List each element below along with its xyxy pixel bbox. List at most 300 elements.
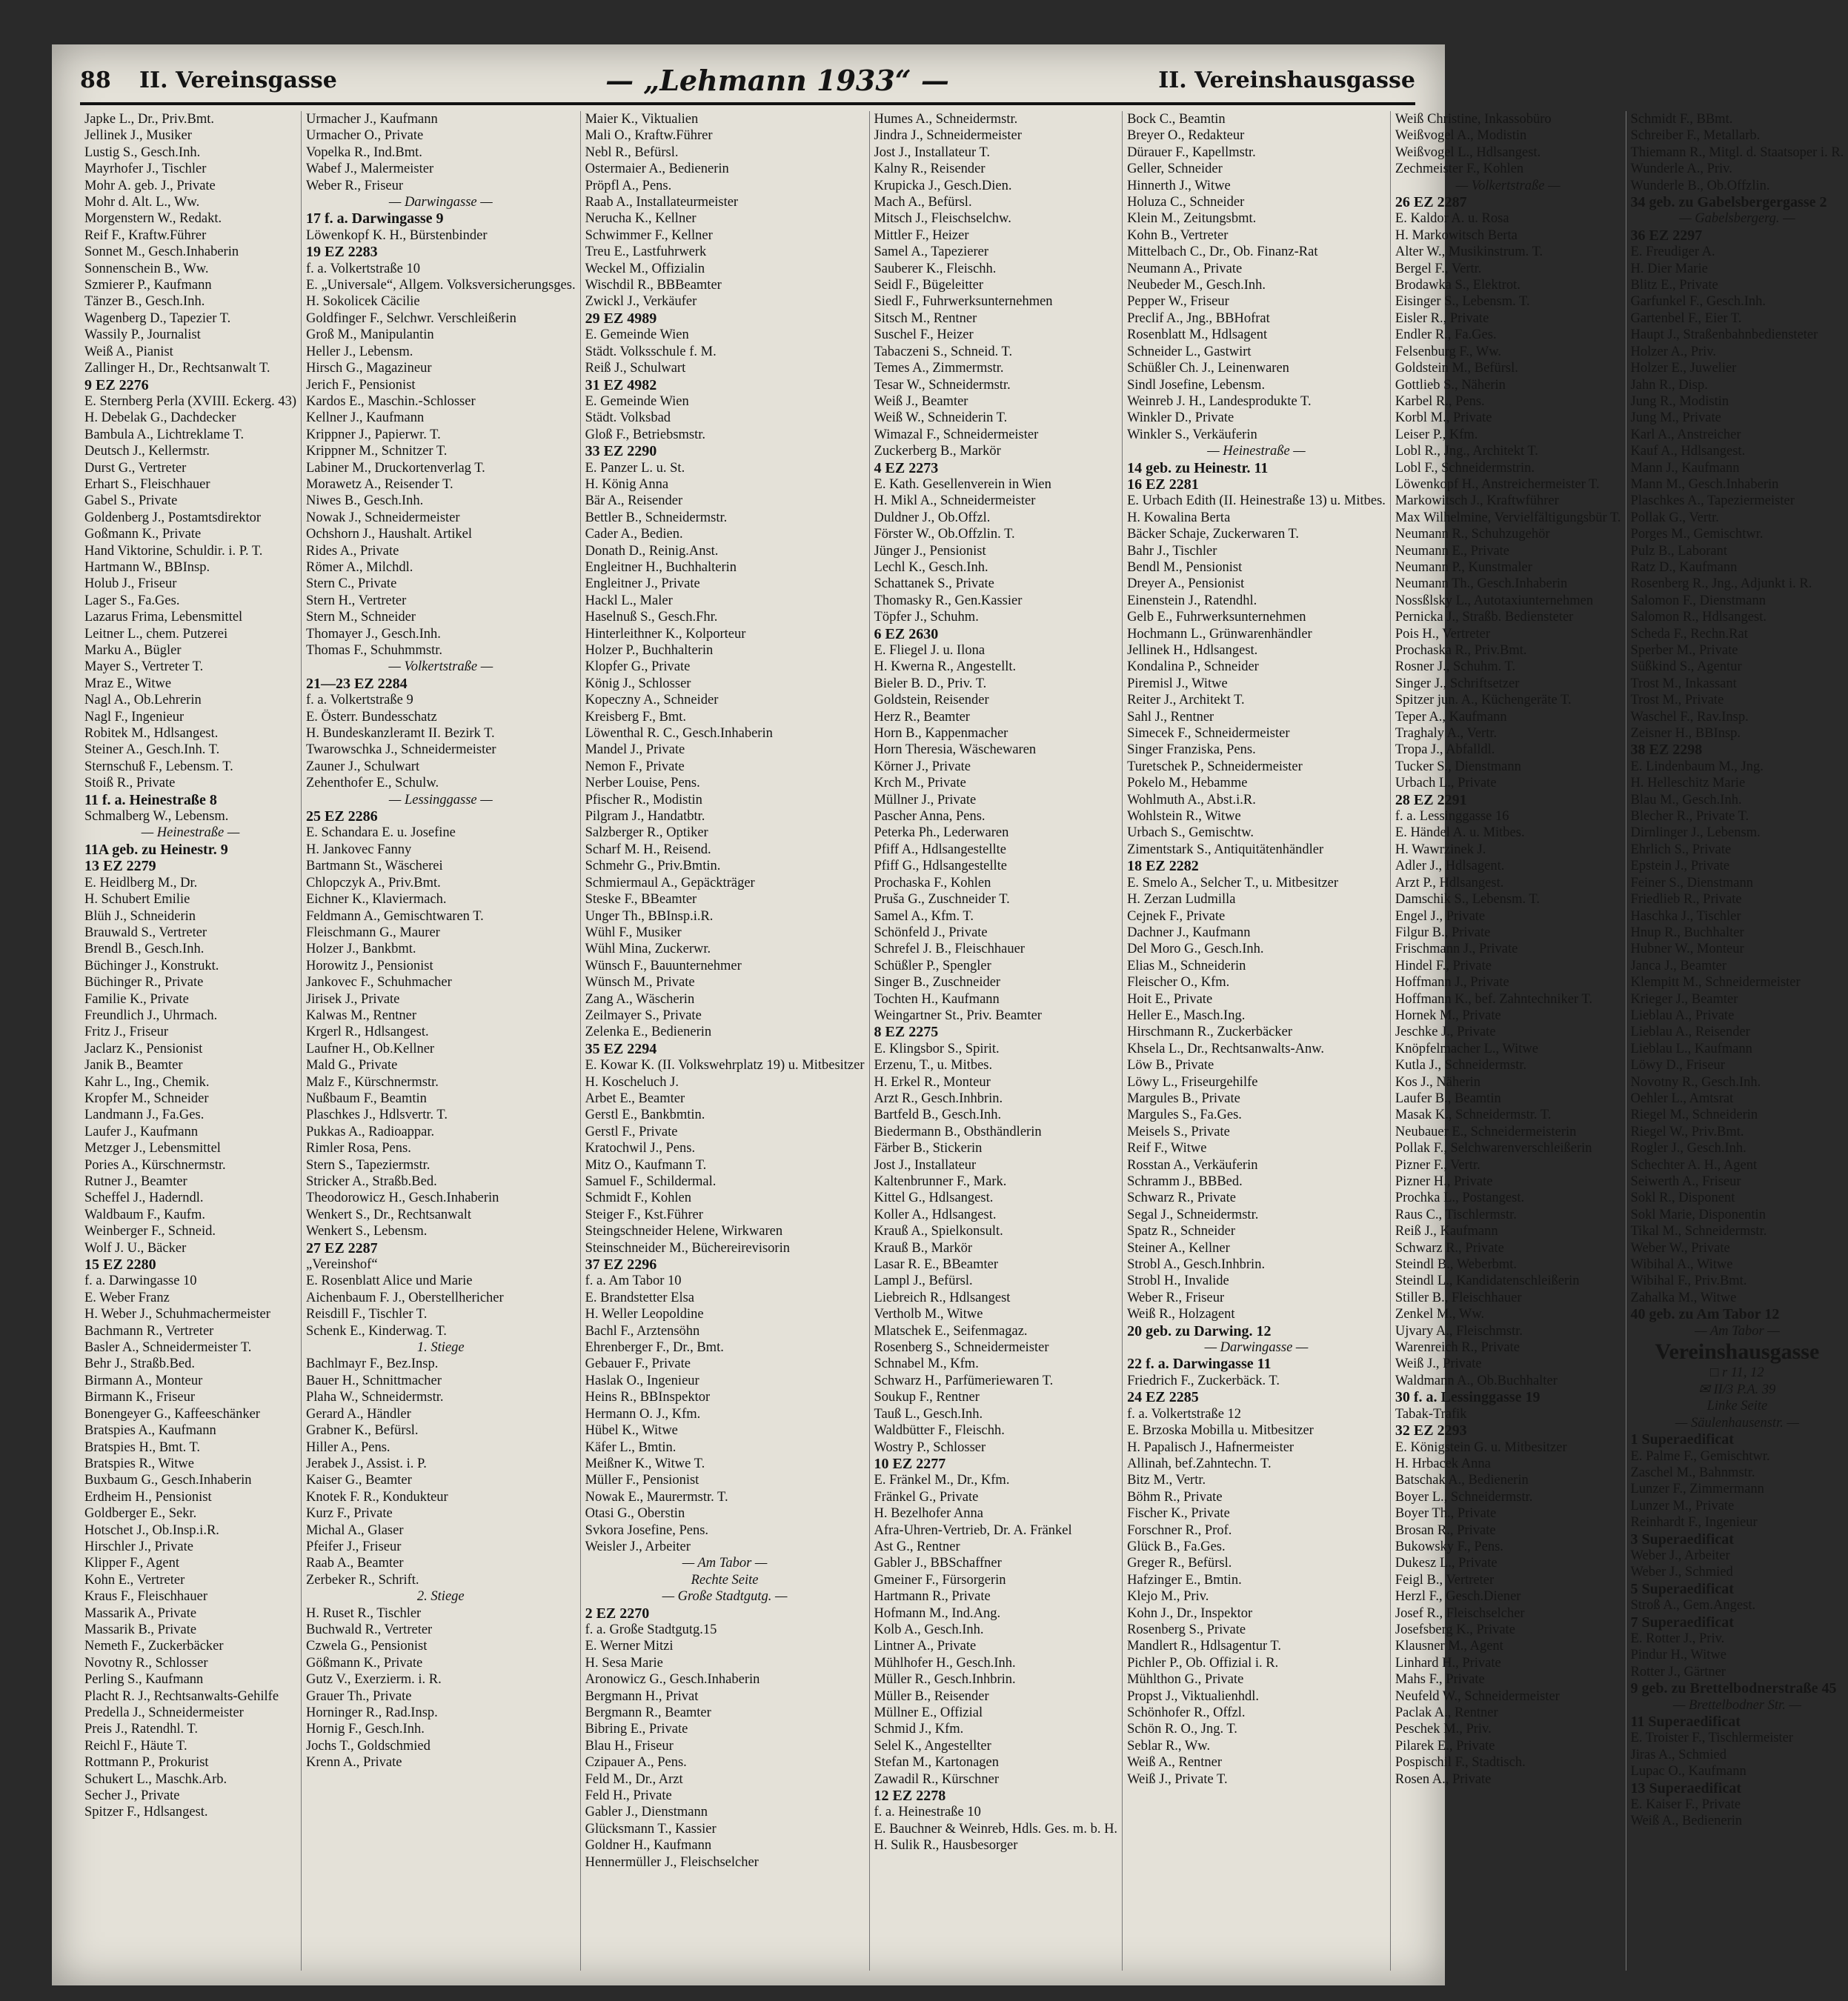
resident-entry: Goßmann K., Private xyxy=(84,527,202,542)
resident-entry: Wenkert S., Lebensm. xyxy=(305,1224,428,1239)
resident-entry: Karbel R., Pens. xyxy=(1395,393,1485,409)
resident-entry: Schechter A. H., Agent xyxy=(1630,1157,1758,1173)
resident-entry: Hennermüller J., Fleischselcher xyxy=(585,1854,759,1870)
resident-entry: Thomasky R., Gen.Kassier xyxy=(874,593,1023,608)
resident-entry: Placht R. J., Rechtsanwalts-Gehilfe xyxy=(84,1688,279,1704)
resident-entry: Schönfeld J., Private xyxy=(874,925,988,940)
resident-entry: Forschner R., Prof. xyxy=(1127,1522,1232,1538)
resident-entry: Mali O., Kraftw.Führer xyxy=(585,128,713,144)
resident-entry: Eisinger S., Lebensm. T. xyxy=(1395,294,1530,310)
resident-entry: Urbach L., Private xyxy=(1395,776,1497,791)
resident-entry: Laufer J., Kaufmann xyxy=(84,1124,199,1139)
resident-entry: H. Debelak G., Dachdecker xyxy=(84,410,236,426)
resident-entry: Bibring E., Private xyxy=(585,1722,688,1737)
resident-entry: Städt. Volksschule f. M. xyxy=(585,344,717,359)
resident-entry: Pruša G., Zuschneider T. xyxy=(874,892,1010,908)
resident-entry: Nußbaum F., Beamtin xyxy=(305,1091,427,1106)
resident-entry: Steiger F., Kst.Führer xyxy=(585,1207,703,1222)
resident-entry: Bukowsky F., Pens. xyxy=(1395,1539,1503,1554)
resident-entry: Zahalka M., Witwe xyxy=(1630,1290,1737,1305)
house-number-heading: 7 Superaedificat xyxy=(1630,1614,1734,1631)
resident-entry: Thiemann R., Mitgl. d. Staatsoper i. R. xyxy=(1630,144,1844,160)
resident-entry: Korbl M., Private xyxy=(1395,410,1492,426)
resident-entry: Fischer K., Private xyxy=(1127,1506,1230,1522)
resident-entry: Waldbaum F., Kaufm. xyxy=(84,1207,205,1222)
resident-entry: Klejo M., Priv. xyxy=(1127,1589,1209,1605)
resident-entry: H. Bezelhofer Anna xyxy=(874,1506,983,1522)
resident-entry: Bratspies R., Witwe xyxy=(84,1456,194,1471)
resident-entry: Reiter J., Architekt T. xyxy=(1127,693,1245,708)
resident-entry: Kaltenbrunner F., Mark. xyxy=(874,1174,1007,1189)
directory-columns xyxy=(80,111,1844,1971)
resident-entry: Jahn R., Disp. xyxy=(1630,377,1708,393)
resident-entry: Weber W., Private xyxy=(1630,1240,1730,1256)
resident-entry: Ujvary A., Fleischmstr. xyxy=(1395,1323,1523,1339)
resident-entry: Svkora Josefine, Pens. xyxy=(585,1522,709,1538)
resident-entry: Schnabel M., Kfm. xyxy=(874,1356,979,1372)
resident-entry: Damschik S., Lebensm. T. xyxy=(1395,892,1540,908)
resident-entry: Löwenkopf K. H., Bürstenbinder xyxy=(305,227,488,243)
resident-entry: Holzer A., Priv. xyxy=(1630,344,1716,359)
resident-entry: Bartmann St., Wäscherei xyxy=(305,859,443,874)
resident-entry: Weißvogel A., Modistin xyxy=(1395,128,1527,144)
resident-entry: Dürauer F., Kapellmstr. xyxy=(1127,144,1256,160)
resident-entry: Samel A., Tapezierer xyxy=(874,244,989,260)
resident-entry: Hochmann L., Grünwarenhändler xyxy=(1127,626,1312,642)
resident-entry: Szmierer P., Kaufmann xyxy=(84,278,212,293)
resident-entry: Töpfer J., Schuhm. xyxy=(874,610,979,625)
resident-entry: Lampl J., Befürsl. xyxy=(874,1273,973,1289)
resident-entry: Rosstan A., Verkäuferin xyxy=(1127,1157,1258,1173)
resident-entry: Chlopczyk A., Priv.Bmt. xyxy=(305,875,441,890)
resident-entry: Horowitz J., Pensionist xyxy=(305,958,433,973)
resident-entry: Suschel F., Heizer xyxy=(874,327,974,343)
resident-entry: Waldmann A., Ob.Buchhalter xyxy=(1395,1373,1558,1388)
resident-entry: Wünsch M., Private xyxy=(585,975,695,990)
resident-entry: Masak K., Schneidermstr. T. xyxy=(1395,1108,1552,1123)
resident-entry: Pröpfl A., Pens. xyxy=(585,178,672,193)
resident-entry: Lechl K., Gesch.Inh. xyxy=(874,559,988,575)
resident-entry: Pollak F., Selchwarenverschleißerin xyxy=(1395,1141,1592,1156)
resident-entry: Tucker S., Dienstmann xyxy=(1395,759,1521,774)
house-number-heading: 16 EZ 2281 xyxy=(1127,476,1199,493)
resident-entry: Seiwerth A., Friseur xyxy=(1630,1174,1741,1189)
house-number-heading: 9 EZ 2276 xyxy=(84,376,149,393)
resident-entry: H. Schubert Emilie xyxy=(84,892,190,908)
resident-entry: Arzt P., Hdlsangest. xyxy=(1395,875,1504,890)
resident-entry: Jerich F., Pensionist xyxy=(305,377,416,393)
resident-entry: Brauwald S., Vertreter xyxy=(84,925,207,940)
resident-entry: Wenkert S., Dr., Rechtsanwalt xyxy=(305,1207,472,1222)
resident-entry: Müllner E., Offizial xyxy=(874,1705,983,1720)
directory-page xyxy=(52,44,1844,1985)
resident-entry: Weber J., Schmied xyxy=(1630,1565,1733,1580)
resident-entry: Weber R., Friseur xyxy=(305,178,404,193)
resident-entry: Mandlert R., Hdlsagentur T. xyxy=(1127,1639,1281,1654)
resident-entry: Wimazal F., Schneidermeister xyxy=(874,427,1039,442)
house-number-heading: 6 EZ 2630 xyxy=(874,625,939,642)
resident-entry: Jirisek J., Private xyxy=(305,991,400,1007)
resident-entry: Zwickl J., Verkäufer xyxy=(585,294,697,310)
house-number-heading: 18 EZ 2282 xyxy=(1127,858,1199,875)
resident-entry: Basler A., Schneidermeister T. xyxy=(84,1340,252,1356)
resident-entry: Schneider L., Gastwirt xyxy=(1127,344,1252,359)
resident-entry: Simecek F., Schneidermeister xyxy=(1127,726,1290,742)
section-heading: — Heinestraße — xyxy=(1207,444,1306,459)
resident-entry: Weiß W., Schneiderin T. xyxy=(874,410,1008,426)
resident-entry: Elias M., Schneiderin xyxy=(1127,958,1246,973)
resident-entry: Knöpfelmacher L., Witwe xyxy=(1395,1041,1538,1056)
resident-entry: Buchwald R., Vertreter xyxy=(305,1622,433,1637)
resident-entry: Knotek F. R., Kondukteur xyxy=(305,1489,448,1505)
resident-entry: Zeisner H., BBInsp. xyxy=(1630,726,1741,742)
house-number-heading: 28 EZ 2291 xyxy=(1395,791,1467,808)
resident-entry: E. Österr. Bundesschatz xyxy=(305,709,437,725)
section-heading: 2. Stiege xyxy=(416,1589,465,1605)
house-number-heading: 10 EZ 2277 xyxy=(874,1455,946,1472)
resident-entry: Gerstl E., Bankbmtin. xyxy=(585,1108,705,1123)
resident-entry: Rosenberg S., Private xyxy=(1127,1622,1246,1637)
resident-entry: Lintner A., Private xyxy=(874,1639,977,1654)
resident-entry: Weiß A., Pianist xyxy=(84,344,173,359)
resident-entry: Wohlmuth A., Abst.i.R. xyxy=(1127,792,1256,808)
resident-entry: Trost M., Private xyxy=(1630,693,1724,708)
resident-entry: Jung R., Modistin xyxy=(1630,393,1729,409)
resident-entry: Soukup F., Rentner xyxy=(874,1390,980,1405)
resident-entry: Zeilmayer S., Private xyxy=(585,1008,702,1023)
resident-entry: Reiß J., Schulwart xyxy=(585,361,686,376)
resident-entry: Lupac O., Kaufmann xyxy=(1630,1764,1746,1779)
house-number-heading: 36 EZ 2297 xyxy=(1630,227,1703,244)
resident-entry: Wibihal A., Witwe xyxy=(1630,1257,1733,1273)
resident-entry: H. Sesa Marie xyxy=(585,1655,663,1671)
resident-entry: Czipauer A., Pens. xyxy=(585,1755,687,1771)
resident-entry: Gerstl F., Private xyxy=(585,1124,678,1139)
resident-entry: Metzger J., Lebensmittel xyxy=(84,1141,221,1156)
resident-entry: Afra-Uhren-Vertrieb, Dr. A. Fränkel xyxy=(874,1522,1072,1538)
resident-entry: Traghaly A., Vertr. xyxy=(1395,726,1498,742)
resident-entry: Reiß J., Kaufmann xyxy=(1395,1224,1498,1239)
resident-entry: E. Kowar K. (II. Volkswehrplatz 19) u. Mitbesitzer xyxy=(585,1058,865,1073)
resident-entry: Eichner K., Klaviermach. xyxy=(305,892,447,908)
resident-entry: Städt. Volksbad xyxy=(585,410,671,426)
resident-entry: Samuel F., Schildermal. xyxy=(585,1174,717,1189)
resident-entry: Unger Th., BBInsp.i.R. xyxy=(585,908,714,924)
resident-entry: Wagenberg D., Tapezier T. xyxy=(84,310,231,326)
resident-entry: Familie K., Private xyxy=(84,991,189,1007)
resident-entry: Hartmann W., BBInsp. xyxy=(84,559,210,575)
resident-entry: Steindl L., Kandidatenschleißerin xyxy=(1395,1273,1580,1289)
resident-entry: Novotny R., Gesch.Inh. xyxy=(1630,1074,1761,1090)
resident-entry: Predella J., Schneidermeister xyxy=(84,1705,244,1720)
resident-entry: Janik B., Beamter xyxy=(84,1058,183,1073)
resident-entry: Tabak-Trafik xyxy=(1395,1406,1467,1422)
resident-entry: Körner J., Private xyxy=(874,759,971,774)
resident-entry: Wibihal F., Priv.Bmt. xyxy=(1630,1273,1747,1289)
resident-entry: E. „Universale“, Allgem. Volksversicherungsges. xyxy=(305,278,576,293)
resident-entry: Glücksmann T., Kassier xyxy=(585,1821,717,1837)
resident-entry: Rimler Rosa, Pens. xyxy=(305,1141,411,1156)
resident-entry: Schmehr G., Priv.Bmtin. xyxy=(585,859,721,874)
resident-entry: Pulz B., Laborant xyxy=(1630,543,1728,559)
resident-entry: Treu E., Lastfuhrwerk xyxy=(585,244,707,260)
resident-entry: Nagl A., Ob.Lehrerin xyxy=(84,693,202,708)
resident-entry: Krauß B., Markör xyxy=(874,1240,973,1256)
resident-entry: Nowak E., Maurermstr. T. xyxy=(585,1489,728,1505)
resident-entry: Grauer Th., Private xyxy=(305,1688,412,1704)
resident-entry: Prochka L., Postangest. xyxy=(1395,1191,1525,1206)
resident-entry: Ratz D., Kaufmann xyxy=(1630,559,1738,575)
resident-entry: Massarik A., Private xyxy=(84,1605,197,1621)
resident-entry: H. Hrbacek Anna xyxy=(1395,1456,1491,1471)
resident-entry: Kardos E., Maschin.-Schlosser xyxy=(305,393,476,409)
resident-entry: Hnup R., Buchhalter xyxy=(1630,925,1744,940)
resident-entry: E. Händel A. u. Mitbes. xyxy=(1395,825,1525,841)
resident-entry: Zelenka E., Bedienerin xyxy=(585,1025,712,1040)
resident-entry: Raab A., Beamter xyxy=(305,1556,404,1571)
resident-entry: f. a. Am Tabor 10 xyxy=(585,1273,682,1289)
resident-entry: Bitz M., Vertr. xyxy=(1127,1473,1206,1488)
resident-entry: Lieblau A., Private xyxy=(1630,1008,1735,1023)
resident-entry: Bock C., Beamtin xyxy=(1127,112,1226,127)
resident-entry: Schenk E., Kinderwag. T. xyxy=(305,1323,447,1339)
resident-entry: Scharf M. H., Reisend. xyxy=(585,842,711,857)
resident-entry: Käfer L., Bmtin. xyxy=(585,1439,677,1455)
resident-entry: Holzer E., Juwelier xyxy=(1630,361,1737,376)
resident-entry: Fleischer O., Kfm. xyxy=(1127,975,1230,990)
resident-entry: Pilarek E., Private xyxy=(1395,1738,1495,1754)
resident-entry: E. Kaldor A. u. Rosa xyxy=(1395,211,1509,227)
house-number-heading: 11A geb. zu Heinestr. 9 xyxy=(84,841,228,858)
resident-entry: Nemeth F., Zuckerbäcker xyxy=(84,1639,224,1654)
resident-entry: Neubeder M., Gesch.Inh. xyxy=(1127,278,1266,293)
resident-entry: Gabler J., BBSchaffner xyxy=(874,1556,1002,1571)
resident-entry: Kohn B., Vertreter xyxy=(1127,227,1229,243)
resident-entry: Pichler P., Ob. Offizial i. R. xyxy=(1127,1655,1279,1671)
resident-entry: Pois H., Vertreter xyxy=(1395,626,1490,642)
resident-entry: Horninger R., Rad.Insp. xyxy=(305,1705,438,1720)
resident-entry: Tesar W., Schneidermstr. xyxy=(874,377,1011,393)
section-heading: — Volkertstraße — xyxy=(1455,178,1561,193)
house-number-heading: 25 EZ 2286 xyxy=(305,808,378,825)
resident-entry: Gerard A., Händler xyxy=(305,1406,411,1422)
resident-entry: Peschek M., Priv. xyxy=(1395,1722,1492,1737)
resident-entry: Kaiser G., Beamter xyxy=(305,1473,412,1488)
resident-entry: Weiß J., Beamter xyxy=(874,393,968,409)
resident-entry: Birmann A., Monteur xyxy=(84,1373,203,1388)
resident-entry: Biedermann B., Obsthändlerin xyxy=(874,1124,1042,1139)
resident-entry: Feldmann A., Gemischtwaren T. xyxy=(305,908,484,924)
resident-entry: H. Jankovec Fanny xyxy=(305,842,412,857)
resident-entry: E. Fränkel M., Dr., Kfm. xyxy=(874,1473,1010,1488)
resident-entry: Spatz R., Schneider xyxy=(1127,1224,1235,1239)
resident-entry: Aronowicz G., Gesch.Inhaberin xyxy=(585,1672,760,1688)
resident-entry: H. Mikl A., Schneidermeister xyxy=(874,493,1036,509)
house-number-heading: 21—23 EZ 2284 xyxy=(305,675,408,692)
resident-entry: f. a. Lessinggasse 16 xyxy=(1395,809,1509,825)
resident-entry: Neumann Th., Gesch.Inhaberin xyxy=(1395,576,1568,592)
resident-entry: Marku A., Bügler xyxy=(84,643,182,658)
resident-entry: Goldfinger F., Selchwr. Verschleißerin xyxy=(305,310,516,326)
resident-entry: Zerbeker R., Schrift. xyxy=(305,1572,419,1588)
resident-entry: Hofmann M., Ind.Ang. xyxy=(874,1605,1001,1621)
resident-entry: Tabaczeni S., Schneid. T. xyxy=(874,344,1013,359)
resident-entry: Vertholb M., Witwe xyxy=(874,1307,983,1322)
resident-entry: Cader A., Bedien. xyxy=(585,527,683,542)
resident-entry: Löwy L., Friseurgehilfe xyxy=(1127,1074,1258,1090)
resident-entry: Holub J., Friseur xyxy=(84,576,177,592)
resident-entry: Neubauer E., Schneidermeisterin xyxy=(1395,1124,1577,1139)
resident-entry: Warenreich R., Private xyxy=(1395,1340,1520,1356)
resident-entry: Bergmann H., Privat xyxy=(585,1688,699,1704)
resident-entry: Schönhofer R., Offzl. xyxy=(1127,1705,1246,1720)
resident-entry: Neufeld W., Schneidermeister xyxy=(1395,1688,1560,1704)
resident-entry: Kutla J., Schneidermstr. xyxy=(1395,1058,1527,1073)
resident-entry: Bachmann R., Vertreter xyxy=(84,1323,214,1339)
column-6 xyxy=(1391,111,1626,1971)
resident-entry: Herz R., Beamter xyxy=(874,709,970,725)
resident-entry: Gottlieb S., Näherin xyxy=(1395,377,1506,393)
resident-entry: Trost M., Inkassant xyxy=(1630,676,1737,691)
resident-entry: Josef R., Fleischselcher xyxy=(1395,1605,1525,1621)
resident-entry: Holzer J., Bankbmt. xyxy=(305,942,416,957)
resident-entry: Pfiff A., Hdlsangestellte xyxy=(874,842,1006,857)
resident-entry: E. Panzer L. u. St. xyxy=(585,460,685,476)
resident-entry: Schmidt F., Kohlen xyxy=(585,1191,692,1206)
resident-entry: Segal J., Schneidermstr. xyxy=(1127,1207,1259,1222)
resident-entry: Gloß F., Betriebsmstr. xyxy=(585,427,706,442)
section-heading: — Große Stadtgutg. — xyxy=(662,1589,788,1605)
section-heading: ✉ II/3 P.A. 39 xyxy=(1698,1382,1776,1397)
resident-entry: Sitsch M., Rentner xyxy=(874,310,977,326)
resident-entry: Scheda F., Rechn.Rat xyxy=(1630,626,1748,642)
resident-entry: Hoffmann K., bef. Zahntechniker T. xyxy=(1395,991,1592,1007)
section-heading: — Darwingasse — xyxy=(388,195,493,210)
resident-entry: H. Sokolicek Cäcilie xyxy=(305,294,420,310)
resident-entry: E. Werner Mitzi xyxy=(585,1639,674,1654)
resident-entry: Lunzer M., Private xyxy=(1630,1498,1735,1514)
resident-entry: Seblar R., Ww. xyxy=(1127,1738,1211,1754)
resident-entry: Morawetz A., Reisender T. xyxy=(305,476,453,492)
resident-entry: Krenn A., Private xyxy=(305,1755,402,1771)
resident-entry: Hartmann R., Private xyxy=(874,1589,991,1605)
resident-entry: Tikal M., Schneidermstr. xyxy=(1630,1224,1767,1239)
resident-entry: Steiner A., Gesch.Inh. T. xyxy=(84,742,220,758)
resident-entry: Bratspies A., Kaufmann xyxy=(84,1423,216,1439)
house-number-heading: 17 f. a. Darwingasse 9 xyxy=(305,210,444,227)
resident-entry: Horn B., Kappenmacher xyxy=(874,726,1008,742)
resident-entry: Twarowschka J., Schneidermeister xyxy=(305,742,496,758)
resident-entry: Böhm R., Private xyxy=(1127,1489,1223,1505)
resident-entry: Jünger J., Pensionist xyxy=(874,543,986,559)
resident-entry: Weber R., Friseur xyxy=(1127,1290,1225,1305)
house-number-heading: 27 EZ 2287 xyxy=(305,1239,378,1256)
resident-entry: Mahs F., Private xyxy=(1395,1672,1485,1688)
column-1 xyxy=(80,111,302,1971)
resident-entry: Holuza C., Schneider xyxy=(1127,195,1245,210)
resident-entry: Donath D., Reinig.Anst. xyxy=(585,543,719,559)
resident-entry: Weinreb J. H., Landesprodukte T. xyxy=(1127,393,1312,409)
resident-entry: Bergel F., Vertr. xyxy=(1395,261,1482,276)
resident-entry: Jerabek J., Assist. i. P. xyxy=(305,1456,427,1471)
resident-entry: Brosan R., Private xyxy=(1395,1522,1496,1538)
resident-entry: Thomas F., Schuhmmstr. xyxy=(305,643,443,658)
resident-entry: Pepper W., Friseur xyxy=(1127,294,1229,310)
resident-entry: Kurz F., Private xyxy=(305,1506,393,1522)
resident-entry: Boyer Th., Private xyxy=(1395,1506,1497,1522)
resident-entry: Mann M., Gesch.Inhaberin xyxy=(1630,476,1779,492)
resident-entry: Reisdill F., Tischler T. xyxy=(305,1307,428,1322)
resident-entry: E. Lindenbaum M., Jng. xyxy=(1630,759,1764,774)
resident-entry: Nemon F., Private xyxy=(585,759,685,774)
resident-entry: Paclak A., Rentner xyxy=(1395,1705,1498,1720)
resident-entry: Friedlieb R., Private xyxy=(1630,892,1742,908)
resident-entry: Hafzinger E., Bmtin. xyxy=(1127,1572,1242,1588)
resident-entry: Kolb A., Gesch.Inh. xyxy=(874,1622,984,1637)
resident-entry: Nowak J., Schneidermeister xyxy=(305,510,460,525)
resident-entry: Nerucha K., Kellner xyxy=(585,211,697,227)
resident-entry: E. Königstein G. u. Mitbesitzer xyxy=(1395,1439,1567,1455)
resident-entry: Labiner M., Druckortenverlag T. xyxy=(305,460,485,476)
house-number-heading: 29 EZ 4989 xyxy=(585,310,657,327)
resident-entry: Meißner K., Witwe T. xyxy=(585,1456,705,1471)
resident-entry: Riegel W., Priv.Bmt. xyxy=(1630,1124,1744,1139)
resident-entry: Jellinek J., Musiker xyxy=(84,128,192,144)
resident-entry: Samel A., Kfm. T. xyxy=(874,908,974,924)
resident-entry: E. Heidlberg M., Dr. xyxy=(84,875,198,890)
resident-entry: Pascher Anna, Pens. xyxy=(874,809,986,825)
house-number-heading: 11 Superaedificat xyxy=(1630,1714,1741,1730)
resident-entry: Rides A., Private xyxy=(305,543,399,559)
resident-entry: Stern H., Vertreter xyxy=(305,593,407,608)
resident-entry: Klopfer G., Private xyxy=(585,659,691,675)
resident-entry: Hand Viktorine, Schuldir. i. P. T. xyxy=(84,543,263,559)
resident-entry: Pfiff G., Hdlsangestellte xyxy=(874,859,1008,874)
resident-entry: Löwenthal R. C., Gesch.Inhaberin xyxy=(585,726,773,742)
resident-entry: Massarik B., Private xyxy=(84,1622,197,1637)
resident-entry: Stroß A., Gem.Angest. xyxy=(1630,1598,1756,1614)
resident-entry: Urbach S., Gemischtw. xyxy=(1127,825,1254,841)
resident-entry: Färber B., Stickerin xyxy=(874,1141,983,1156)
column-7 xyxy=(1626,111,1848,1971)
resident-entry: Pizner H., Private xyxy=(1395,1174,1493,1189)
resident-entry: Preis J., Ratendhl. T. xyxy=(84,1722,198,1737)
resident-entry: Weber J., Arbeiter xyxy=(1630,1548,1730,1563)
resident-entry: Eisler R., Private xyxy=(1395,310,1489,326)
resident-entry: Sahl J., Rentner xyxy=(1127,709,1214,725)
house-number-heading: 34 geb. zu Gabelsbergergasse 2 xyxy=(1630,194,1827,211)
resident-entry: Teper A., Kaufmann xyxy=(1395,709,1507,725)
resident-entry: Wühl Mina, Zuckerwr. xyxy=(585,942,711,957)
resident-entry: E. Gemeinde Wien xyxy=(585,393,689,409)
resident-entry: Bauer H., Schnittmacher xyxy=(305,1373,442,1388)
resident-entry: Kalny R., Reisender xyxy=(874,162,986,177)
resident-entry: Turetschek P., Schneidermeister xyxy=(1127,759,1303,774)
resident-entry: Temes A., Zimmermstr. xyxy=(874,361,1004,376)
resident-entry: Blitz E., Private xyxy=(1630,278,1718,293)
resident-entry: E. Weber Franz xyxy=(84,1290,170,1305)
resident-entry: Sindl Josefine, Lebensm. xyxy=(1127,377,1266,393)
resident-entry: Morgenstern W., Redakt. xyxy=(84,211,222,227)
resident-entry: Meisels S., Private xyxy=(1127,1124,1230,1139)
resident-entry: E. Rotter J., Priv. xyxy=(1630,1631,1725,1646)
resident-entry: Weinberger F., Schneid. xyxy=(84,1224,216,1239)
resident-entry: Löwenkopf H., Anstreichermeister T. xyxy=(1395,476,1600,492)
resident-entry: Sauberer K., Fleischh. xyxy=(874,261,997,276)
resident-entry: Kondalina P., Schneider xyxy=(1127,659,1259,675)
resident-entry: f. a. Volkertstraße 12 xyxy=(1127,1406,1242,1422)
house-number-heading: 24 EZ 2285 xyxy=(1127,1389,1199,1406)
